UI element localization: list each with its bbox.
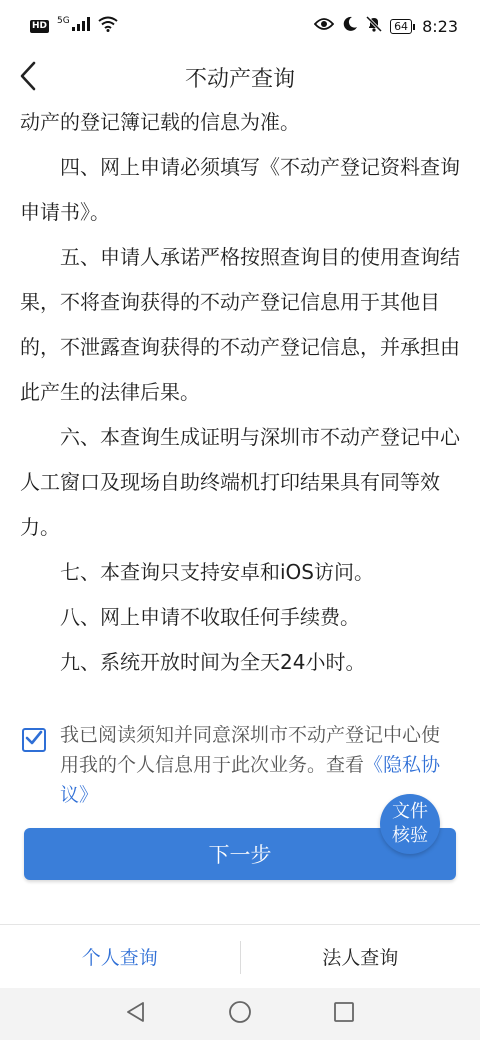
hd-badge: HD [32, 20, 48, 31]
title-bar [0, 52, 480, 102]
notice-paragraph: 五、申请人承诺严格按照查询目的使用查询结果，不将查询获得的不动产登记信息用于其他目的，不泄露查询获得的不动产登记信息，并承担由此产生的法律后果。 [20, 245, 460, 404]
checkmark-icon [25, 730, 43, 750]
notice-paragraph: 七、本查询只支持安卓和iOS访问。 [60, 560, 374, 584]
eye-icon [314, 17, 334, 35]
chevron-left-icon [18, 61, 38, 95]
nav-home-button[interactable] [228, 1002, 252, 1026]
status-right [314, 16, 458, 36]
notice-text [20, 100, 464, 685]
page-title: 不动产查询 [184, 66, 295, 92]
system-nav-bar [0, 988, 480, 1040]
moon-icon [342, 16, 358, 36]
nav-recents-button[interactable] [332, 1002, 356, 1026]
network-type: 5G [57, 16, 70, 26]
triangle-back-icon [125, 1001, 147, 1027]
notice-content[interactable] [0, 100, 480, 920]
wifi-icon [98, 16, 118, 36]
agree-checkbox[interactable] [22, 728, 46, 752]
file-verify-button[interactable] [380, 794, 440, 854]
status-left [30, 16, 118, 36]
agreement-statement: 我已阅读须知并同意深圳市不动产登记中心使用我的个人信息用于此次业务。查看 [60, 724, 441, 776]
nav-back-button[interactable] [124, 1002, 148, 1026]
agreement-text [60, 720, 450, 810]
circle-home-icon [228, 1000, 252, 1028]
square-recents-icon [333, 1001, 355, 1027]
status-time: 8:23 [422, 16, 458, 36]
bottom-tab-bar [0, 924, 480, 988]
notice-paragraph: 四、网上申请必须填写《不动产登记资料查询申请书》。 [20, 155, 460, 224]
notice-paragraph: 八、网上申请不收取任何手续费。 [60, 605, 360, 629]
privacy-policy-link[interactable]: 《隐私协议》 [60, 754, 441, 806]
notice-paragraph: 六、本查询生成证明与深圳市不动产登记中心人工窗口及现场自助终端机打印结果具有同等效力。 [20, 425, 460, 539]
notice-paragraph: 动产的登记簿记载的信息为准。 [20, 110, 300, 134]
next-step-button[interactable]: 下一步 [24, 828, 456, 880]
mute-bell-icon [366, 16, 382, 36]
file-verify-label: 文件核验 [392, 801, 428, 846]
status-bar [0, 0, 480, 52]
battery-indicator: 64 [390, 19, 412, 34]
signal-icon [72, 17, 90, 35]
notice-paragraph: 九、系统开放时间为全天24小时。 [60, 650, 366, 674]
back-button[interactable] [8, 58, 48, 98]
tab-personal-query[interactable]: 个人查询 [81, 947, 158, 969]
tab-corporate-query[interactable]: 法人查询 [322, 947, 399, 969]
